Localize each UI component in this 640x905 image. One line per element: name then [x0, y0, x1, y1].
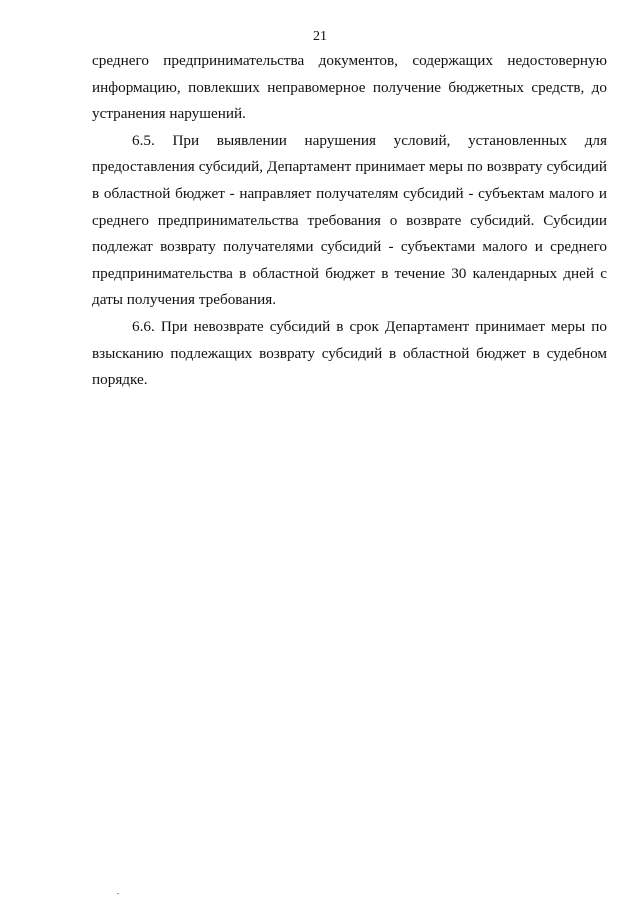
paragraph-continuation: среднего предпринимательства документов, содержащих недостоверную информацию, повлекших неправомерное получение бюджетных средств, до устранения нарушений.	[92, 52, 607, 123]
scan-speck	[117, 893, 119, 894]
paragraph-clause-6-5: 6.5. При выявлении нарушения условий, установленных для предоставления субсидий, Департамент принимает меры по возврату субсидий в областной бюджет - направляет получателям субсидий - субъектам малого и среднего предпринимательства требования о возврате субсидий. Субсидии подлежат возврату получателями субсидий - субъектами малого и среднего предпринимательства в областной бюджет в течение 30 календарных дней с даты получения требования.	[92, 131, 607, 309]
paragraph-clause-6-6: 6.6. При невозврате субсидий в срок Департамент принимает меры по взысканию подлежащих возврату субсидий в областной бюджет в судебном порядке.	[92, 317, 607, 389]
page-number: 21	[313, 29, 327, 44]
document-body	[92, 48, 607, 394]
